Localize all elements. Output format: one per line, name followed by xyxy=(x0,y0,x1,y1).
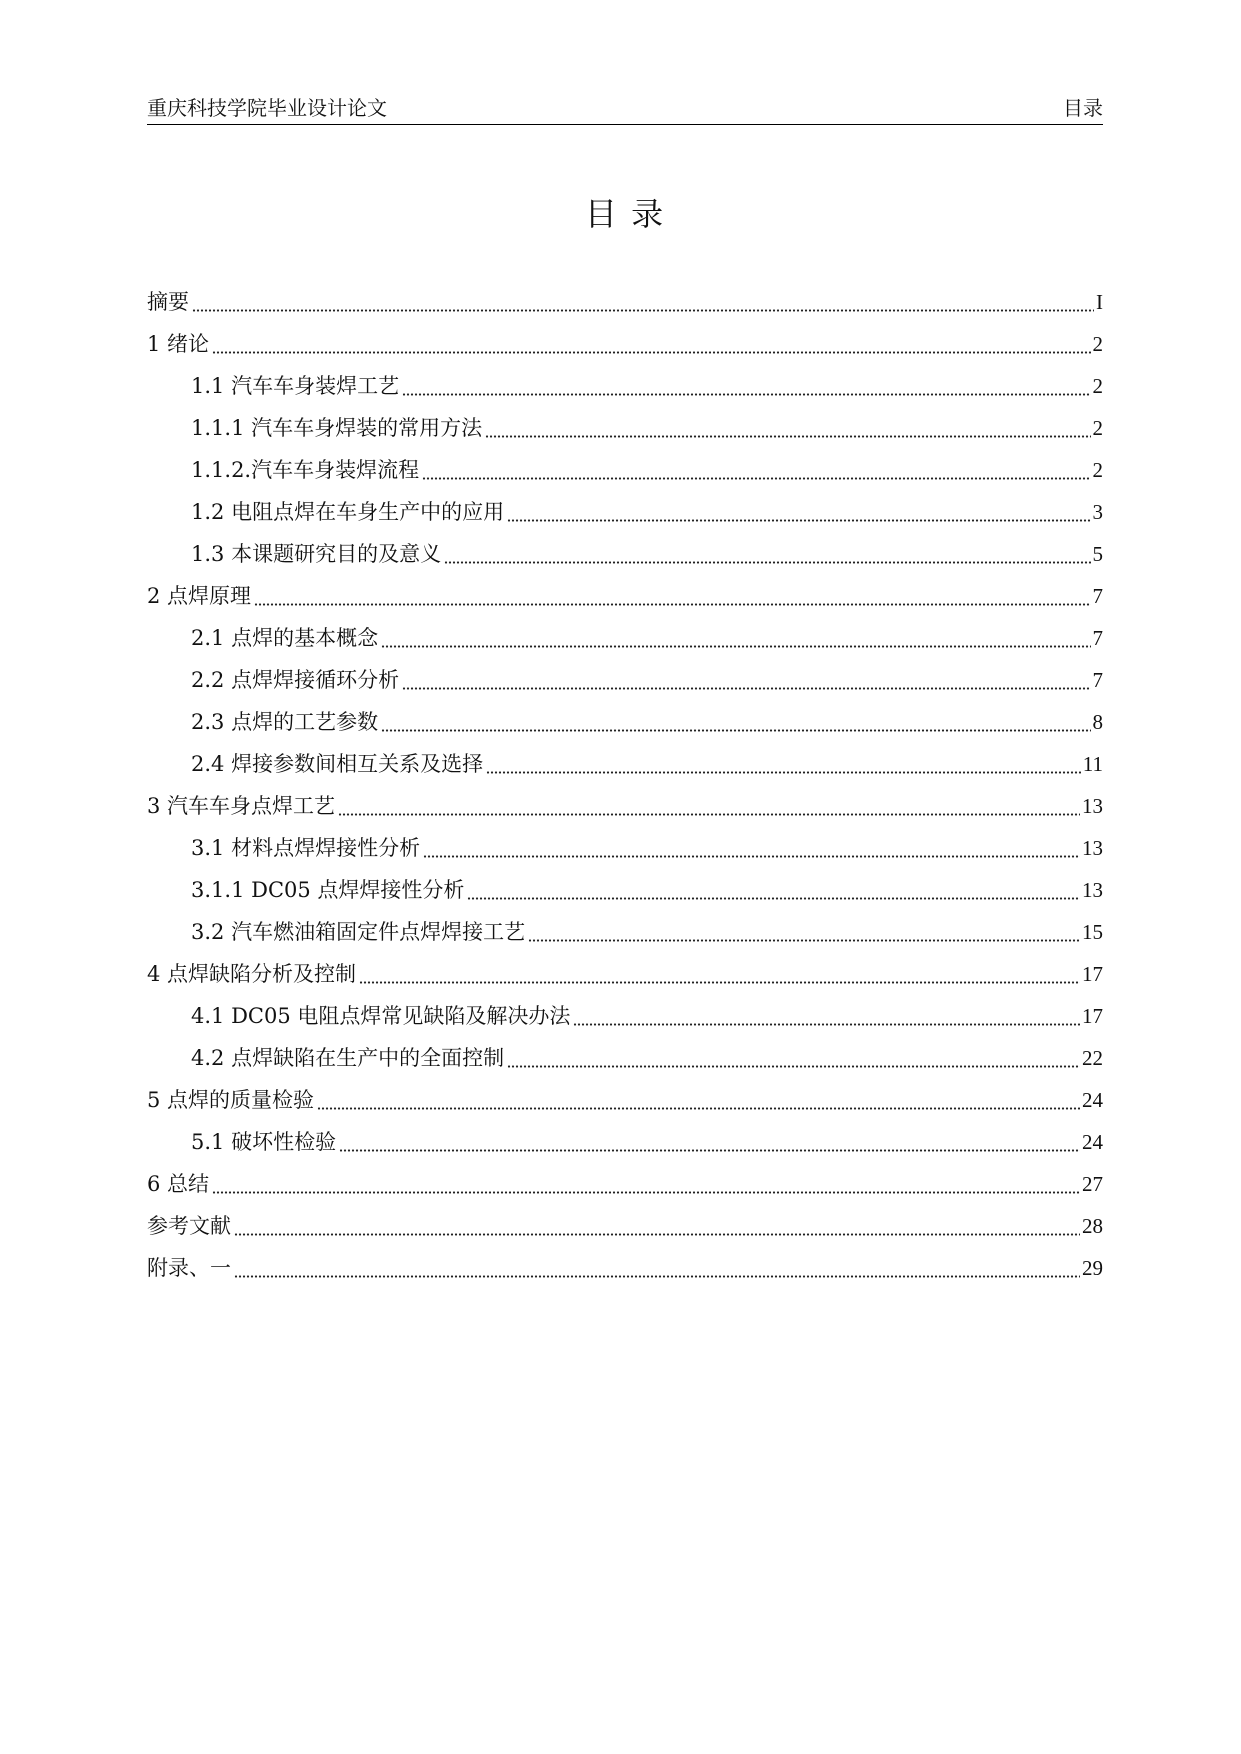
toc-entry-page-number: 2 xyxy=(1092,458,1103,482)
toc-entry xyxy=(147,1163,1103,1205)
header-section: 目录 xyxy=(1063,96,1103,120)
toc-entry-page-number: 15 xyxy=(1082,920,1103,944)
toc-entry xyxy=(147,995,1103,1037)
toc-entry xyxy=(147,533,1103,575)
toc-entry-label: 附录、一 xyxy=(147,1256,231,1280)
toc-entry-page-number: 3 xyxy=(1092,500,1103,524)
toc-entry-page-number: 13 xyxy=(1082,836,1103,860)
toc-entry-label: 3 汽车车身点焊工艺 xyxy=(147,794,336,818)
toc-dot-leader xyxy=(381,729,1090,732)
toc-entry-label: 1.2 电阻点焊在车身生产中的应用 xyxy=(191,500,505,524)
toc-dot-leader xyxy=(234,1233,1080,1236)
toc-entry-label: 2.1 点焊的基本概念 xyxy=(191,626,379,650)
toc-entry-page-number: 27 xyxy=(1082,1172,1103,1196)
toc-entry-label: 2.3 点焊的工艺参数 xyxy=(191,710,379,734)
toc-dot-leader xyxy=(423,855,1080,858)
toc-entry-page-number: I xyxy=(1096,290,1103,314)
toc-entry xyxy=(147,953,1103,995)
toc-dot-leader xyxy=(573,1023,1080,1026)
toc-entry xyxy=(147,617,1103,659)
toc-entry xyxy=(147,407,1103,449)
toc-entry-label: 2.2 点焊焊接循环分析 xyxy=(191,668,400,692)
toc-entry xyxy=(147,1037,1103,1079)
toc-dot-leader xyxy=(528,939,1080,942)
toc-dot-leader xyxy=(486,771,1081,774)
toc-entry-page-number: 5 xyxy=(1092,542,1103,566)
toc-entry-page-number: 24 xyxy=(1082,1088,1103,1112)
toc-entry-label: 1.1 汽车车身装焊工艺 xyxy=(191,374,400,398)
running-header xyxy=(147,96,1103,120)
toc-entry-page-number: 7 xyxy=(1092,668,1103,692)
toc-dot-leader xyxy=(485,435,1090,438)
toc-entry-label: 6 总结 xyxy=(147,1172,210,1196)
toc-entry-label: 4 点焊缺陷分析及控制 xyxy=(147,962,357,986)
toc-dot-leader xyxy=(422,477,1090,480)
toc-dot-leader xyxy=(212,351,1090,354)
toc-entry-page-number: 2 xyxy=(1092,416,1103,440)
toc-dot-leader xyxy=(338,813,1080,816)
toc-entry-label: 2.4 焊接参数间相互关系及选择 xyxy=(191,752,484,776)
toc-entry-page-number: 11 xyxy=(1082,752,1103,776)
toc-entry xyxy=(147,323,1103,365)
toc-entry-label: 3.1 材料点焊焊接性分析 xyxy=(191,836,421,860)
toc-entry-label: 5.1 破坏性检验 xyxy=(191,1130,337,1154)
toc-entry-label: 1.3 本课题研究目的及意义 xyxy=(191,542,442,566)
toc-entry-page-number: 13 xyxy=(1082,794,1103,818)
toc-entry-label: 1.1.2.汽车车身装焊流程 xyxy=(191,458,420,482)
toc-entry-label: 3.2 汽车燃油箱固定件点焊焊接工艺 xyxy=(191,920,526,944)
toc-dot-leader xyxy=(381,645,1090,648)
header-rule xyxy=(147,124,1103,125)
toc-dot-leader xyxy=(402,393,1090,396)
header-institution: 重庆科技学院毕业设计论文 xyxy=(147,96,387,120)
toc-entry-page-number: 13 xyxy=(1082,878,1103,902)
toc-dot-leader xyxy=(402,687,1090,690)
page-title: 目 录 xyxy=(584,195,666,233)
toc-entry-label: 参考文献 xyxy=(147,1214,231,1238)
toc-dot-leader xyxy=(317,1107,1080,1110)
toc-entry-label: 2 点焊原理 xyxy=(147,584,252,608)
toc-entry xyxy=(147,491,1103,533)
toc-entry xyxy=(147,911,1103,953)
toc-entry xyxy=(147,869,1103,911)
table-of-contents xyxy=(147,281,1103,1289)
toc-dot-leader xyxy=(507,519,1090,522)
toc-entry xyxy=(147,827,1103,869)
toc-entry-page-number: 24 xyxy=(1082,1130,1103,1154)
toc-entry-label: 1.1.1 汽车车身焊装的常用方法 xyxy=(191,416,483,440)
toc-entry-label: 摘要 xyxy=(147,290,189,314)
toc-entry xyxy=(147,1121,1103,1163)
toc-dot-leader xyxy=(507,1065,1080,1068)
toc-entry-label: 4.2 点焊缺陷在生产中的全面控制 xyxy=(191,1046,505,1070)
toc-entry xyxy=(147,365,1103,407)
toc-entry-page-number: 29 xyxy=(1082,1256,1103,1280)
toc-entry-page-number: 2 xyxy=(1092,374,1103,398)
toc-entry xyxy=(147,659,1103,701)
toc-dot-leader xyxy=(359,981,1080,984)
toc-entry-page-number: 28 xyxy=(1082,1214,1103,1238)
toc-entry-page-number: 17 xyxy=(1082,1004,1103,1028)
toc-dot-leader xyxy=(444,561,1090,564)
toc-dot-leader xyxy=(212,1191,1080,1194)
toc-entry-label: 3.1.1 DC05 点焊焊接性分析 xyxy=(191,878,465,902)
toc-entry-label: 4.1 DC05 电阻点焊常见缺陷及解决办法 xyxy=(191,1004,571,1028)
toc-entry xyxy=(147,785,1103,827)
toc-entry-page-number: 22 xyxy=(1082,1046,1103,1070)
toc-dot-leader xyxy=(467,897,1080,900)
toc-entry-label: 1 绪论 xyxy=(147,332,210,356)
toc-dot-leader xyxy=(192,309,1094,312)
toc-entry-page-number: 7 xyxy=(1092,626,1103,650)
toc-entry xyxy=(147,701,1103,743)
toc-entry xyxy=(147,1079,1103,1121)
toc-entry-page-number: 2 xyxy=(1092,332,1103,356)
toc-entry xyxy=(147,1205,1103,1247)
toc-dot-leader xyxy=(339,1149,1080,1152)
toc-entry xyxy=(147,743,1103,785)
toc-entry-page-number: 7 xyxy=(1092,584,1103,608)
toc-entry-page-number: 17 xyxy=(1082,962,1103,986)
toc-entry-page-number: 8 xyxy=(1092,710,1103,734)
toc-dot-leader xyxy=(234,1275,1080,1278)
toc-entry xyxy=(147,281,1103,323)
toc-dot-leader xyxy=(254,603,1090,606)
toc-entry-label: 5 点焊的质量检验 xyxy=(147,1088,315,1112)
toc-entry xyxy=(147,575,1103,617)
toc-entry xyxy=(147,1247,1103,1289)
toc-entry xyxy=(147,449,1103,491)
